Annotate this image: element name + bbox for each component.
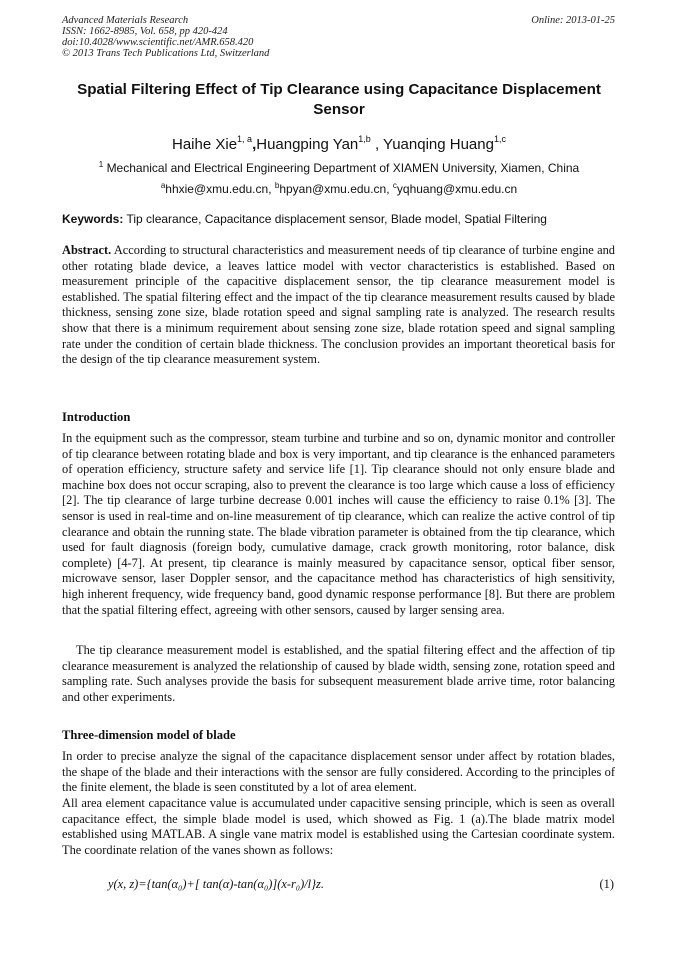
author-sup: 1, a bbox=[237, 134, 253, 144]
author-name: Huangping Yan bbox=[256, 136, 359, 153]
email-sup: b bbox=[274, 181, 280, 190]
email-link[interactable]: hpyan@xmu.edu.cn bbox=[279, 182, 387, 196]
journal-doi: doi:10.4028/www.scientific.net/AMR.658.420 bbox=[62, 37, 254, 48]
equation-number: (1) bbox=[599, 877, 614, 891]
keywords-label: Keywords: bbox=[62, 212, 124, 226]
email-link[interactable]: yqhuang@xmu.edu.cn bbox=[396, 182, 518, 196]
journal-issn: ISSN: 1662-8985, Vol. 658, pp 420-424 bbox=[62, 26, 228, 37]
affiliation bbox=[0, 157, 678, 176]
three-dimension-paragraph-2: All area element capacitance value is accumulated under capacitive sensing principle, which is seen as overall capacitance effect, the simple blade model is used, which showed as Fig. 1 (a).The blade matrix model established using MATLAB. A single vane matrix model is established using the Cartesian coordinate system. The coordinate relation of the vanes shown as follows: bbox=[62, 796, 615, 857]
abstract bbox=[62, 243, 615, 368]
journal-copyright: © 2013 Trans Tech Publications Ltd, Switzerland bbox=[62, 48, 270, 59]
author-name: Haihe Xie bbox=[172, 136, 238, 153]
author-sup: 1,c bbox=[493, 134, 506, 144]
journal-name: Advanced Materials Research bbox=[62, 15, 189, 26]
author-list: Haihe Xie$^{1, a}$,Huangping Yan$^{1,b}$ , Yuanqing Huang$^{1,c}$ bbox=[172, 134, 506, 153]
journal-header bbox=[62, 15, 442, 59]
paper-title: Spatial Filtering Effect of Tip Clearance using Capacitance Displacement Sensor bbox=[77, 81, 601, 118]
three-dimension-paragraph-1: In order to precise analyze the signal of the capacitance displacement sensor under affect by rotation blades, the shape of the blade and their interactions with the sensor are fully considered. According to the principles of the finite element, the blade is seen constituted by a lot of area element. bbox=[62, 749, 615, 795]
email-sup: a bbox=[160, 181, 166, 190]
introduction-paragraph-1: In the equipment such as the compressor, steam turbine and turbine and so on, dynamic monitor and controller of tip clearance between rotating blade and box is very important, and tip clearance is the enhanced parameters of operation efficiency, structure safety and service life [1]. Tip clearance should not only ensure blade and machine box does not occur scraping, also to prevent the clearance is too large which cause a loss of efficiency [2]. The tip clearance of large turbine decrease 0.001 inches will cause the efficiency to raise 0.1% [3]. The sensor is used in real-time and on-line measurement of tip clearance, which can realize the active control of tip clearance and obtain the running state. The blade vibration parameter is obtained from the tip clearance, which used for fault diagnosis (foreign body, cumulative damage, crack growth monitoring, rotor balance, disk complete) [4-7]. At present, tip clearance is mainly measured by capacitance sensor, optical fiber sensor, microwave sensor, laser Doppler sensor, and the capacitance method has characteristics of high sensitivity, high inherent frequency, wide frequency band, good dynamic response performance [8]. But there are problem that the spatial filtering effect, agreeing with other sensors, caused by larger sensing area. bbox=[62, 431, 615, 617]
email-link[interactable]: hhxie@xmu.edu.cn bbox=[165, 182, 269, 196]
online-date: Online: 2013-01-25 bbox=[531, 15, 615, 26]
affiliation-text: Mechanical and Electrical Engineering Department of XIAMEN University, Xiamen, China bbox=[106, 161, 580, 175]
keywords bbox=[62, 212, 622, 227]
abstract-text: According to structural characteristics and measurement needs of tip clearance of turbine engine and other rotating blade device, a leaves lattice model with vector characteristics is established. Based on measurement principle of the capacitive displacement sensor, the tip clearance measurement model is established. The spatial filtering effect and the impact of the tip clearance measurement results caused by blade thickness, sensing zone size, blade rotation speed and signal sampling rate is analyzed. The research results show that there is a minimum requirement about sensing zone size, blade rotation speed and signal sampling rate under the condition of certain blade thickness. The conclusion provides an important theoretical basis for the design of the tip clearance measurement system. bbox=[62, 243, 615, 367]
author-name: Yuanqing Huang bbox=[383, 136, 494, 153]
email-list: $^a$hhxie@xmu.edu.cn, $^b$hpyan@xmu.edu.cn, $^c$yqhuang@xmu.edu.cn bbox=[160, 181, 518, 196]
author-sup: 1,b bbox=[358, 134, 371, 144]
introduction-paragraph-2: The tip clearance measurement model is established, and the spatial filtering effect and the affection of tip clearance measurement is analyzed the relationship of caused by blade width, sensing zone, rotation speed and sampling rate. Such analyses provide the basis for subsequent measurement blade arrive time, rotor balancing and other experiments. bbox=[62, 643, 615, 704]
abstract-label: Abstract. bbox=[62, 243, 112, 257]
section-heading-three-dimension: Three-dimension model of blade bbox=[62, 728, 236, 742]
email-sup: c bbox=[392, 181, 397, 190]
affiliation-sup: 1 bbox=[98, 160, 104, 169]
keywords-text: Tip clearance, Capacitance displacement sensor, Blade model, Spatial Filtering bbox=[126, 212, 547, 226]
equation-1: y(x, z)={tan(α₀)+[ tan(α)-tan(α₀)](x-r₀)/l}z. bbox=[108, 877, 324, 891]
section-heading-introduction: Introduction bbox=[62, 410, 131, 424]
